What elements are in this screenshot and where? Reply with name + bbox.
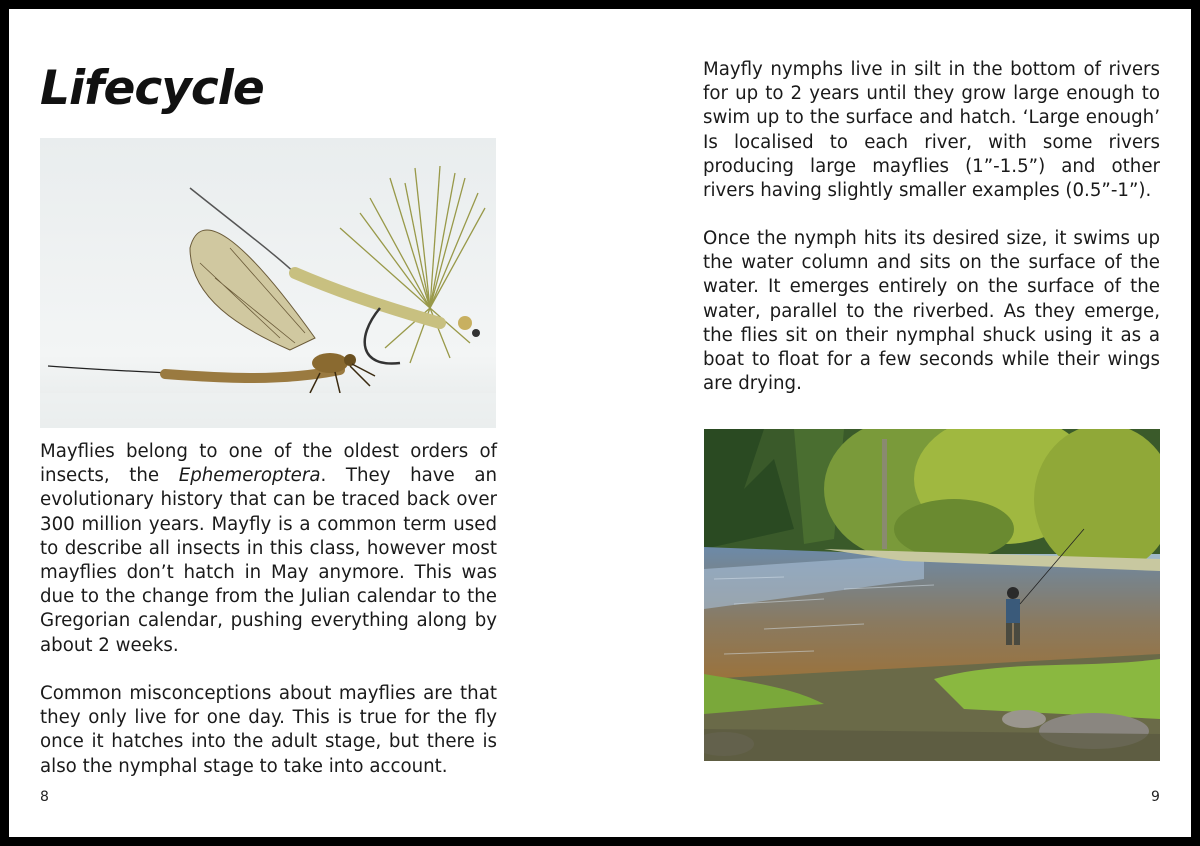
page-title: Lifecycle	[40, 61, 264, 116]
body-text: . They have an evolutionary history that can be traced back over 300 million years. Mayfly is a common term used to describe all insects in this class, however most mayflies don’t hatch in May anymore. This was due to the change from the Julian calendar to the Gregorian calendar, pushing everything along by about 2 weeks.	[40, 465, 497, 656]
page-number: 9	[1151, 789, 1160, 805]
body-paragraph: Once the nymph hits its desired size, it swims up the water column and sits on the surface of the water. It emerges entirely on the surface of the water, parallel to the riverbed. As they emerge, the flies sit on their nymphal shuck using it as a boat to float for a few seconds while their wings are drying.	[703, 228, 1160, 395]
body-paragraph	[40, 440, 497, 658]
river-fishing-photo	[704, 429, 1160, 761]
body-text: Mayflies belong to one of the oldest orders of insects, the	[40, 441, 497, 487]
body-paragraph: Mayfly nymphs live in silt in the bottom of rivers for up to 2 years until they grow large enough to swim up to the surface and hatch. ‘Large enough’ Is localised to each river, with some rivers producing large mayflies (1”-1.5”) and other rivers having slightly smaller examples (0.5”-1”).	[703, 59, 1160, 202]
body-paragraph: Common misconceptions about mayflies are that they only live for one day. This is true for the fly once it hatches into the adult stage, but there is also the nymphal stage to take into account.	[40, 683, 497, 777]
page-number: 8	[40, 789, 49, 805]
book-spread	[9, 9, 1191, 837]
mayfly-photo	[40, 138, 496, 428]
italic-term: Ephemeroptera	[178, 465, 321, 487]
